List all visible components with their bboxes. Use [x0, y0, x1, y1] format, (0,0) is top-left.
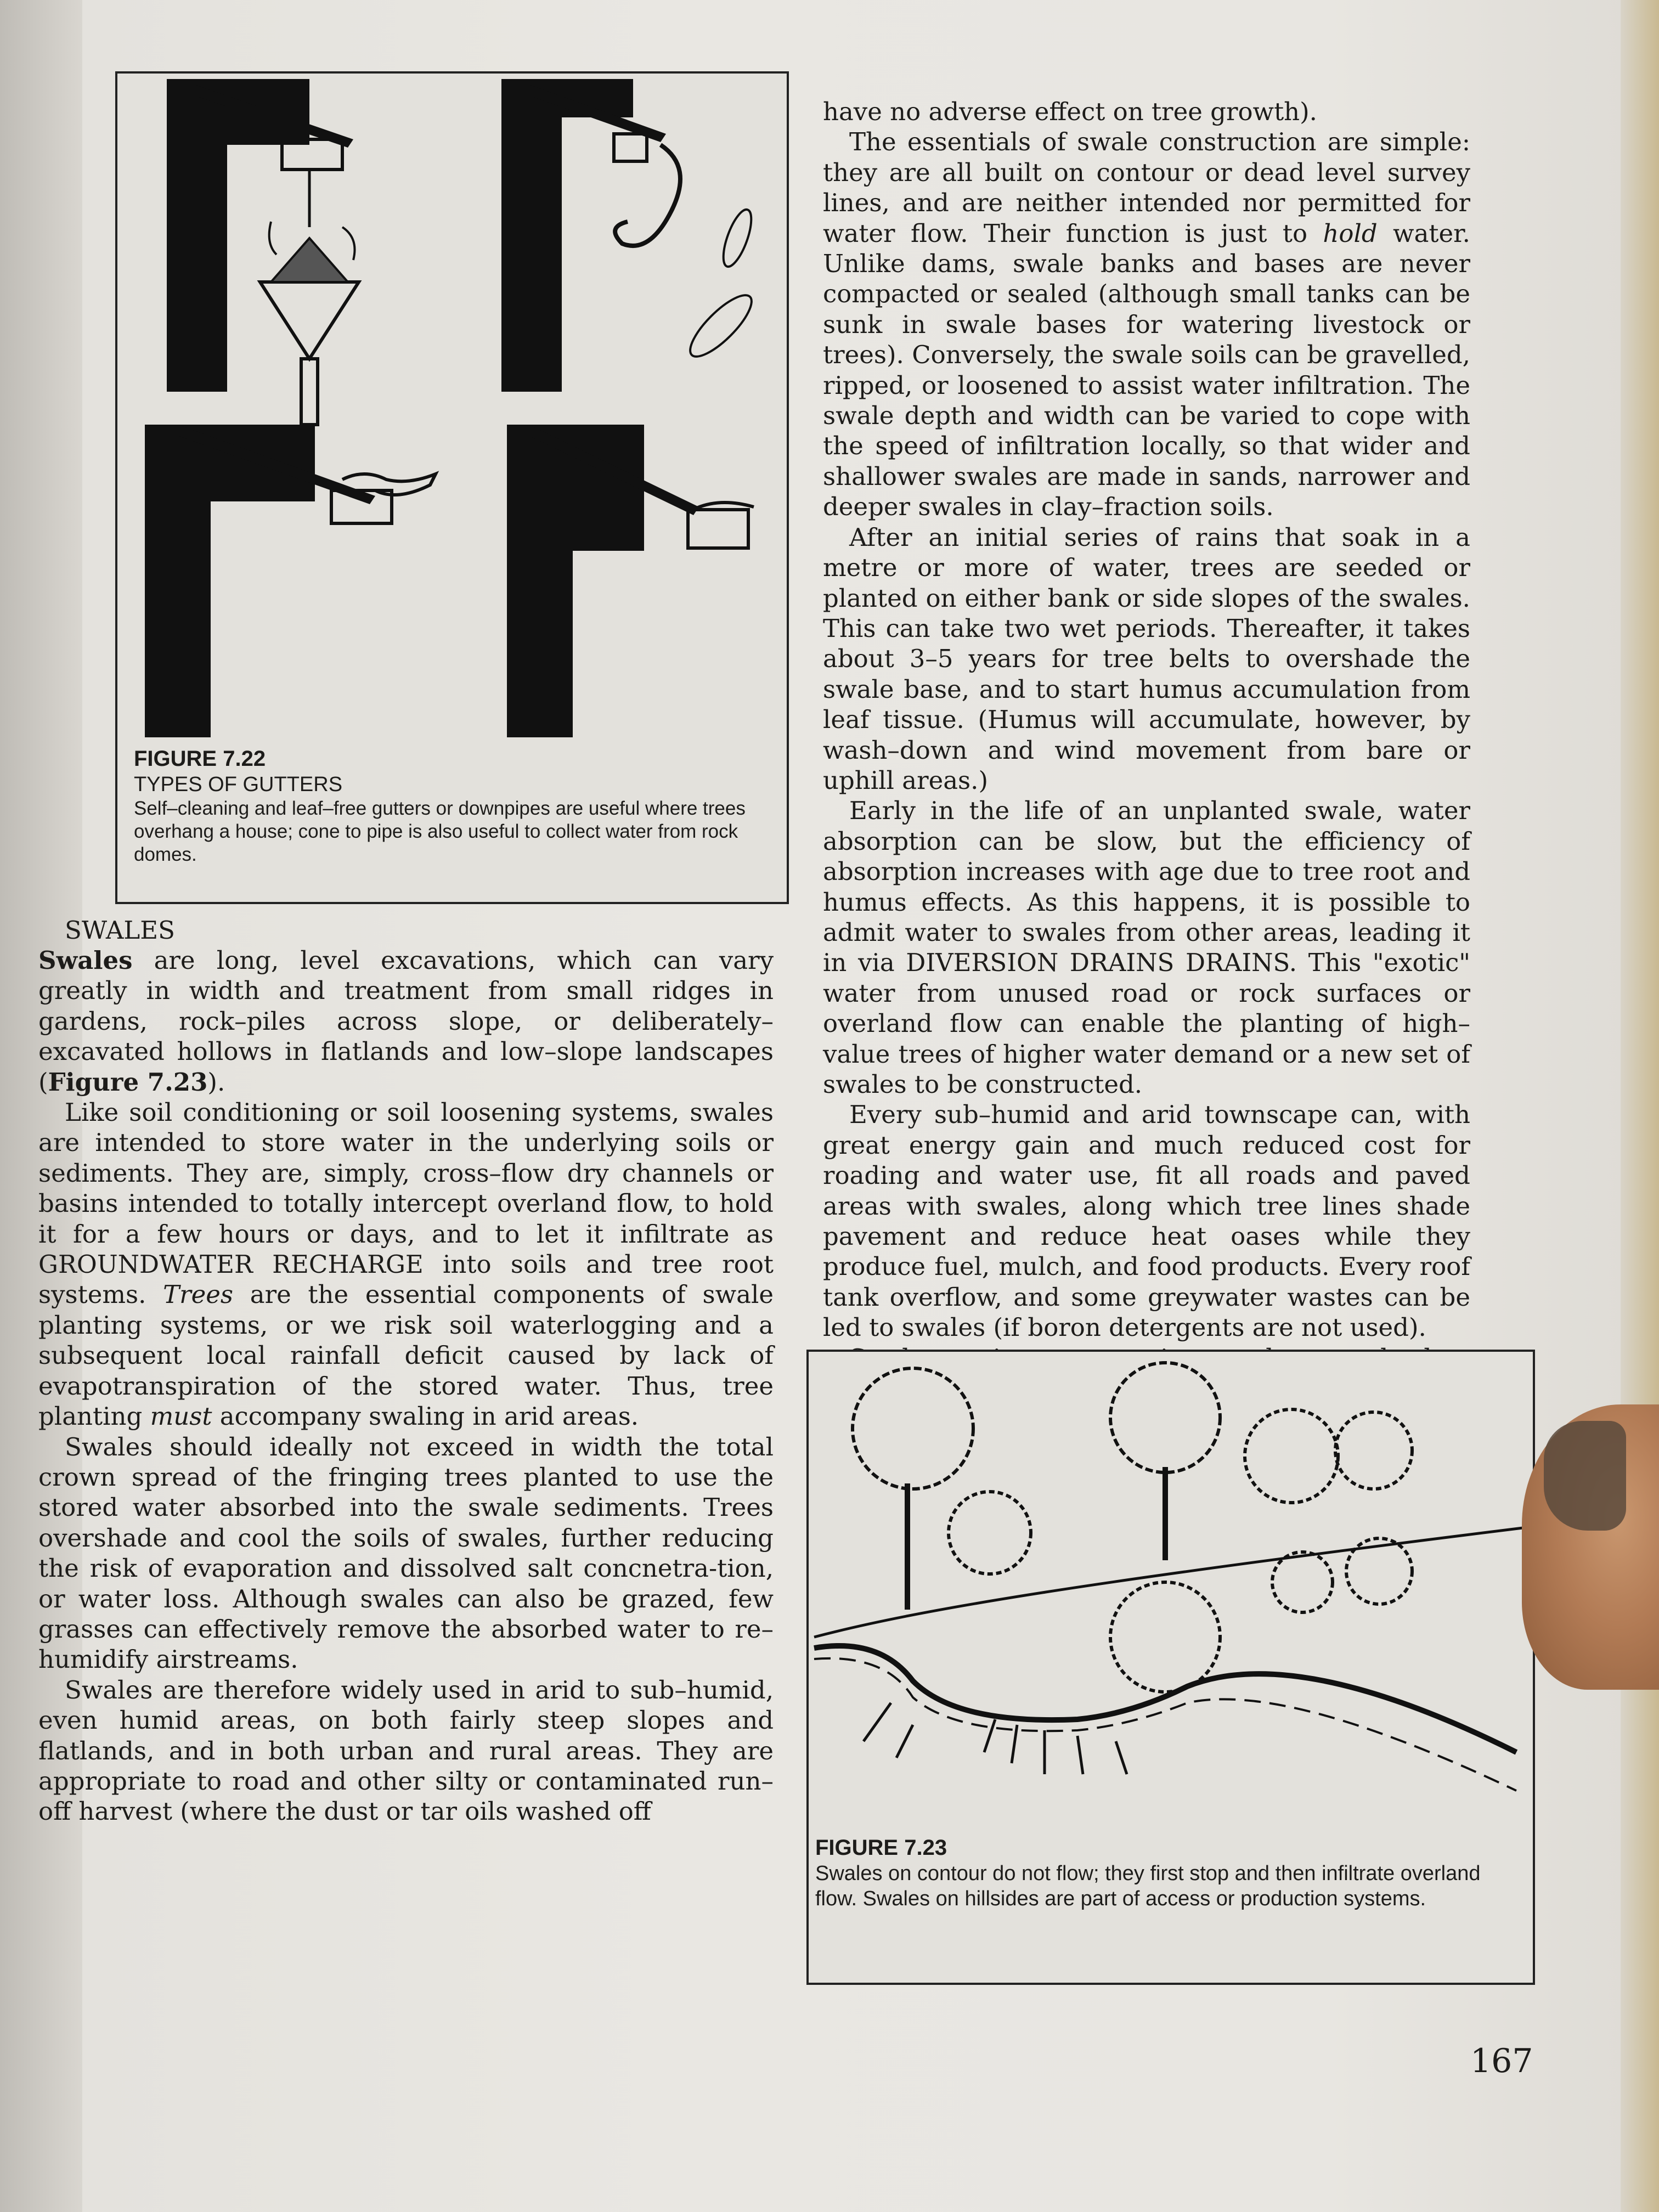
- gutter-mesh-drawing: [145, 425, 436, 737]
- italic-term: Trees: [163, 1280, 234, 1310]
- figure-caption-text: Swales on contour do not flow; they first stop and then infiltrate overland flow. Swales on hillsides are part of access or production systems.: [815, 1862, 1481, 1910]
- paragraph: [38, 1097, 774, 1431]
- italic-term: must: [150, 1402, 212, 1431]
- gutter-leaf-drawing: [501, 79, 760, 392]
- swale-illustration: [809, 1352, 1533, 1829]
- left-text-column: [38, 915, 774, 1827]
- bold-term: Swales: [38, 946, 133, 975]
- paragraph: Every sub–humid and arid townscape can, with great energy gain and much reduced cost for roading and water use, fit all roads and paved areas with swales, along which tree lines shade pavement and reduce heat oases while they produce fuel, mulch, and food products. Every roof tank overflow, and some greywater wastes can be led to swales (if boron detergents are not used).: [823, 1100, 1470, 1342]
- section-heading: SWALES: [65, 916, 175, 945]
- figure-7-22: [115, 71, 789, 904]
- italic-term: hold: [1323, 218, 1378, 248]
- paragraph: Early in the life of an unplanted swale, water absorption can be slow, but the efficiency of absorption increases with age due to tree root and humus effects. As this happens, it is possible to admit water to swales from other areas, leading it in via DIVERSION DRAINS DRAINS. This "exotic" water from unused road or rock surfaces or overland flow can enable the planting of high–value trees of higher water demand or a new set of swales to be constructed.: [823, 796, 1470, 1099]
- figure-7-23: [806, 1350, 1535, 1985]
- paragraph-text: are the essential components of swale planting systems, or we risk soil waterlogging and a subsequent local rainfall deficit caused by lack of evapotranspiration of the stored water. Thus, tree planting: [38, 1280, 774, 1431]
- paragraph-text: Like soil conditioning or soil loosening systems, swales are intended to store water in the underlying soils or sediments. They are, simply, cross–flow dry channels or basins intended to totally intercept overland flow, to hold it for a few hours or days, and to let it infiltrate as GROUNDWATER RECHARGE into soils and tree root systems.: [38, 1098, 774, 1310]
- paragraph: [823, 127, 1470, 522]
- paragraph: After an initial series of rains that soak in a metre or more of water, trees are seeded or planted on either bank or side slopes of the swales. This can take two wet periods. Thereafter, it takes about 3–5 years for tree belts to overshade the swale base, and to start humus accumulation from leaf tissue. (Humus will accumulate, however, by wash–down and wind movement from bare or uphill areas.): [823, 522, 1470, 795]
- figure-reference: Figure 7.23: [48, 1067, 208, 1097]
- paragraph-text: accompany swaling in arid areas.: [212, 1402, 639, 1431]
- figure-label: FIGURE 7.22: [134, 747, 266, 771]
- paragraph: Swales should ideally not exceed in width the total crown spread of the fringing trees planted to use the stored water absorbed into the swale sediments. Trees overshade and cool the soils of swales, further reducing the risk of evaporation and dissolved salt concnetra-tion, or water loss. Although swales can also be grazed, few grasses can effectively remove the absorbed water to re–humidify airstreams.: [38, 1432, 774, 1674]
- paragraph-text: The essentials of swale construction are simple: they are all built on contour or dead level survey lines, and are neither intended nor permitted for water flow. Their function is just to: [823, 127, 1470, 248]
- thumbnail-nail: [1544, 1421, 1626, 1531]
- figure-7-22-caption: [134, 746, 776, 866]
- figure-label: FIGURE 7.23: [815, 1836, 947, 1860]
- right-text-column: [823, 97, 1470, 1464]
- paragraph: [38, 945, 774, 1097]
- page-number: 167: [1470, 2042, 1533, 2080]
- figure-title: TYPES OF GUTTERS: [134, 773, 343, 796]
- paragraph-text: are long, level excavations, which can vary greatly in width and treatment from small ridges in gardens, rock–piles across slope, or deliberately–excavated hollows in flatlands and low–slope landscapes (: [38, 946, 774, 1097]
- page-edges: [1621, 0, 1659, 2212]
- gutter-cover-drawing: [507, 425, 754, 737]
- gutters-illustration: [117, 74, 787, 743]
- paragraph: Swales are therefore widely used in arid to sub–humid, even humid areas, on both fairly steep slopes and flatlands, and in both urban and rural areas. They are appropriate to road and other silty or contaminated run–off harvest (where the dust or tar oils washed off: [38, 1675, 774, 1826]
- trees-drawing: [853, 1363, 1412, 1692]
- figure-caption-text: Self–cleaning and leaf–free gutters or downpipes are useful where trees overhang a house; cone to pipe is also useful to collect water from rock domes.: [134, 798, 746, 865]
- paragraph: have no adverse effect on tree growth).: [823, 97, 1317, 126]
- gutter-cone-drawing: [167, 79, 359, 425]
- paragraph-text: ).: [207, 1067, 225, 1097]
- swale-cross-section: [814, 1527, 1527, 1791]
- figure-7-23-caption: [815, 1835, 1523, 1911]
- paragraph-text: water. Unlike dams, swale banks and bases are never compacted or sealed (although small tanks can be sunk in swale bases for watering livestock or trees). Conversely, the swale soils can be gravelled, ripped, or loosened to assist water infiltration. The swale depth and width can be varied to cope with the speed of infiltration locally, so that wider and shallower swales are made in sands, narrower and deeper swales in clay–fraction soils.: [823, 218, 1470, 522]
